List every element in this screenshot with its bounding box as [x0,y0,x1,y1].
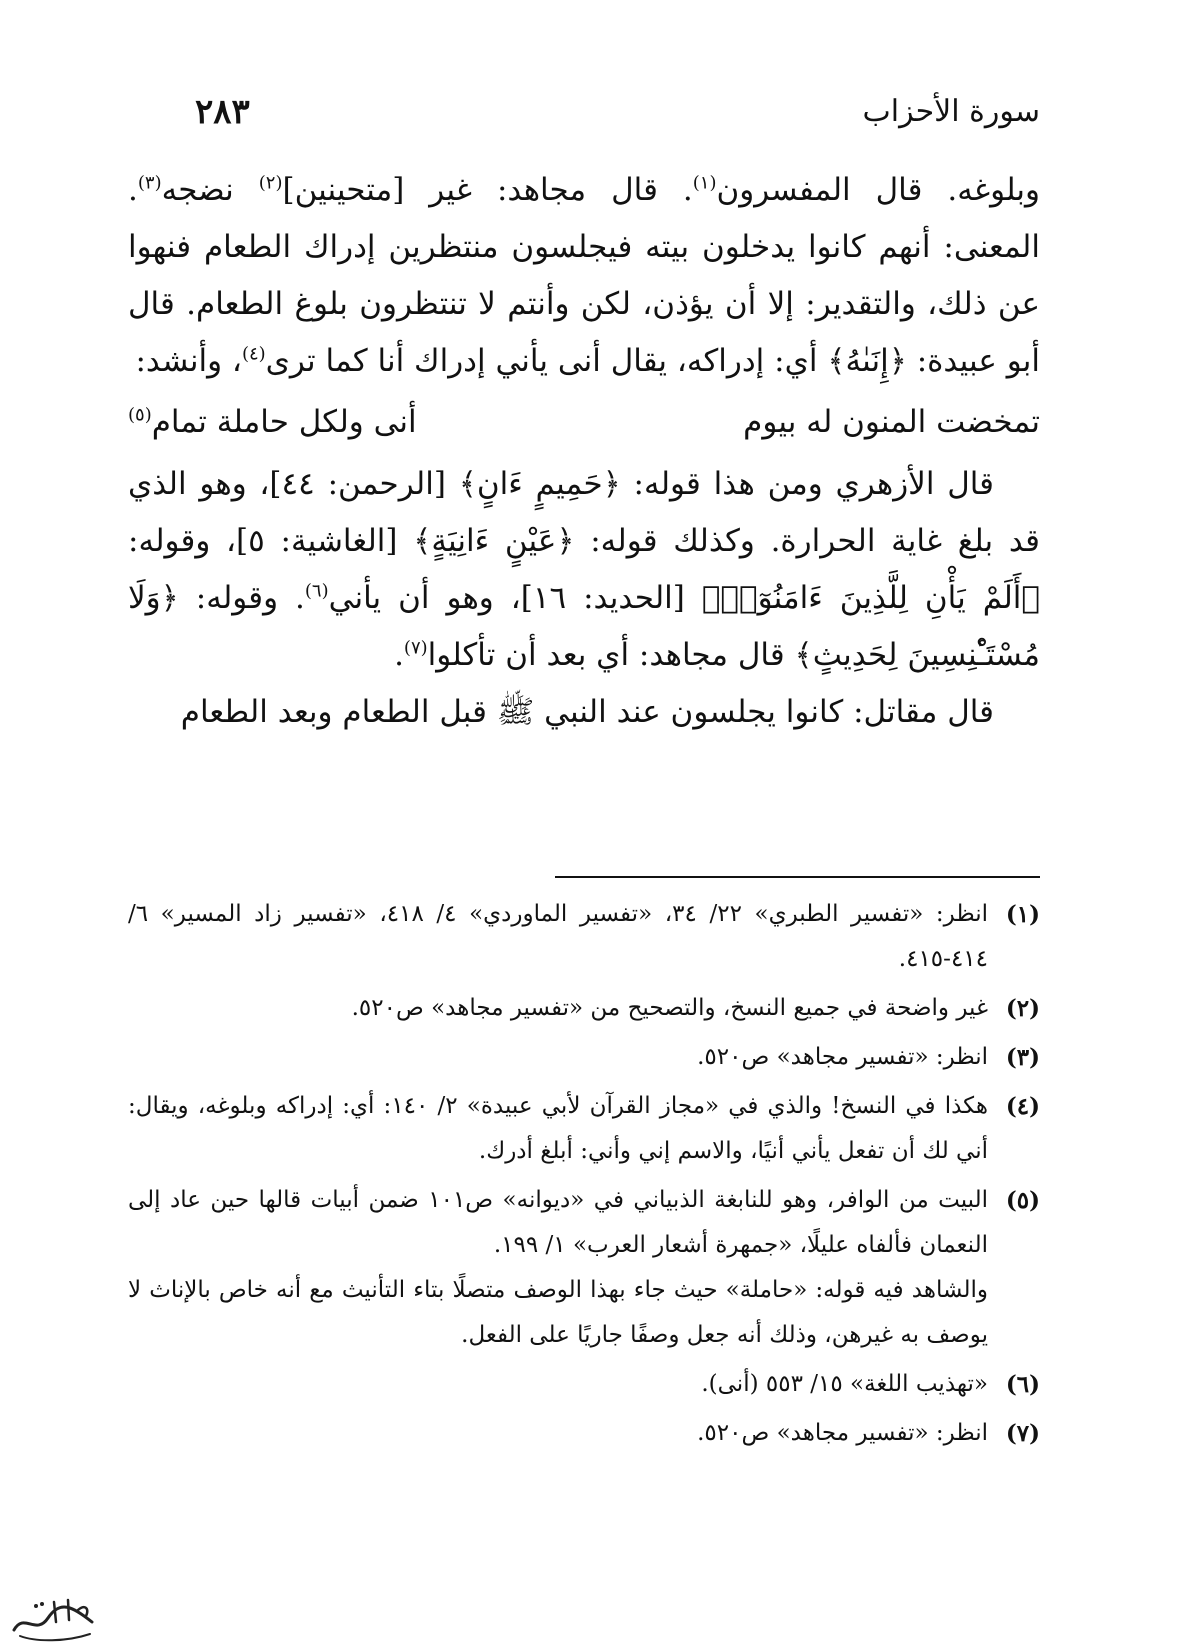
text-segment: قال الأزهري ومن هذا قوله: ﴿حَمِيمٍ ءَانٍ﴾ [الرحمن: ٤٤]، وهو الذي قد بلغ غاية الحرارة. وكذلك قوله: ﴿عَيْنٍ ءَانِيَةٍ﴾ [الغاشية: ٥]، وقوله: ﴿أَلَمْ يَأْنِ لِلَّذِينَ ءَامَنُوٓا۟﴾ [الحديد: ١٦]، وهو أن يأني [128,466,1040,616]
paragraph-3: قال مقاتل: كانوا يجلسون عند النبي ﷺ قبل الطعام وبعد الطعام [180,694,994,730]
footnote-text [128,1411,988,1456]
page-number: ٢٨٣ [195,92,250,132]
footnote-text [128,986,988,1031]
footnote-line: انظر: «تفسير مجاهد» ص٥٢٠. [697,1420,988,1446]
footnote-line: انظر: «تفسير مجاهد» ص٥٢٠. [697,1044,988,1070]
paragraph-1 [128,162,1040,390]
footnote-number: (١) [1005,901,1040,928]
footnote-number: (٦) [1005,1371,1040,1398]
footnote-number: (٧) [1005,1420,1040,1447]
text-segment: . قال مجاهد: غير [متحينين] [282,172,693,208]
footnote-number: (٥) [1005,1187,1040,1214]
footnote [128,892,1040,982]
footnote [128,986,1040,1031]
footnote-line: «تهذيب اللغة» ١٥/ ٥٥٣ (أنى). [701,1371,988,1397]
text-segment: وبلوغه. قال المفسرون [716,172,1040,208]
footnote-line: انظر: «تفسير الطبري» ٢٢/ ٣٤، «تفسير الماوردي» ٤/ ٤١٨، «تفسير زاد المسير» ٦/ ٤١٤-٤١٥. [128,901,988,972]
footnote-text [128,1178,988,1358]
footnote-ref: (٧) [403,637,428,659]
footnote-text [128,1362,988,1407]
text-segment: ، وأنشد: [135,343,242,379]
verse-hemistich-1: تمخضت المنون له بيوم [743,404,1040,440]
footnote-text [128,1084,988,1174]
footnote-line: البيت من الوافر، وهو للنابغة الذبياني في «ديوانه» ص١٠١ ضمن أبيات قالها حين عاد إلى النعمان فألفاه عليلًا، «جمهرة أشعار العرب» ١/ ١٩٩. [128,1187,988,1258]
text-segment: . المعنى: أنهم كانوا يدخلون بيته فيجلسون منتظرين إدراك الطعام فنهوا عن ذلك، والتقدير: إلا أن يؤذن، لكن وأنتم لا تنتظرون بلوغ الطعام. قال أبو عبيدة: ﴿إِنَىٰهُ﴾ أي: إدراكه، يقال أنى يأني إدراك أنا كما ترى [128,172,1040,379]
footnote-text [128,1035,988,1080]
main-text [128,162,1040,741]
text-segment: نضجه [161,172,259,208]
footnote-line: هكذا في النسخ! والذي في «مجاز القرآن لأبي عبيدة» ٢/ ١٤٠: أي: إدراكه وبلوغه، ويقال: أني لك أن تفعل يأني أنيًا، والاسم إني وأني: أبلغ أدرك. [128,1093,988,1164]
footnote-separator [555,876,1040,878]
footnote-ref: (٣) [137,172,162,194]
footnote [128,1178,1040,1358]
footnote-ref: (٢) [258,172,283,194]
footnote-ref: (٥) [128,404,152,426]
verse-hemistich-2: أنى ولكل حاملة تمام [151,404,417,440]
text-segment: . [394,637,404,673]
surah-title: سورة الأحزاب [862,94,1040,129]
footnote-number: (٤) [1005,1093,1040,1120]
footnote [128,1035,1040,1080]
footnote-text [128,892,988,982]
footnote-ref: (١) [692,172,717,194]
footnote-number: (٣) [1005,1044,1040,1071]
poetry-verse [128,392,1040,452]
text-segment: . وقوله: ﴿وَلَا مُسْتَـْٔنِسِينَ لِحَدِيثٍ﴾ قال مجاهد: أي بعد أن تأكلوا [128,580,1040,673]
footnote-line: والشاهد فيه قوله: «حاملة» حيث جاء بهذا الوصف متصلًا بتاء التأنيث مع أنه خاص بالإناث لا يوصف به غيرهن، وذلك أنه جعل وصفًا جاريًا على الفعل. [128,1277,988,1348]
verse-hemistich-2-wrap [128,392,417,452]
footnote-ref: (٦) [304,580,329,602]
footnote-ref: (٤) [241,343,266,365]
footnote-line: غير واضحة في جميع النسخ، والتصحيح من «تفسير مجاهد» ص٥٢٠. [351,995,988,1021]
paragraph-2 [128,456,1040,684]
footnote [128,1411,1040,1456]
footnote [128,1362,1040,1407]
calligraphy-logo-icon [6,1592,101,1644]
calligraphy-logo-drawing [6,1592,101,1644]
footnotes [128,892,1040,1460]
page-header [175,92,1040,142]
footnote-number: (٢) [1005,995,1040,1022]
footnote [128,1084,1040,1174]
